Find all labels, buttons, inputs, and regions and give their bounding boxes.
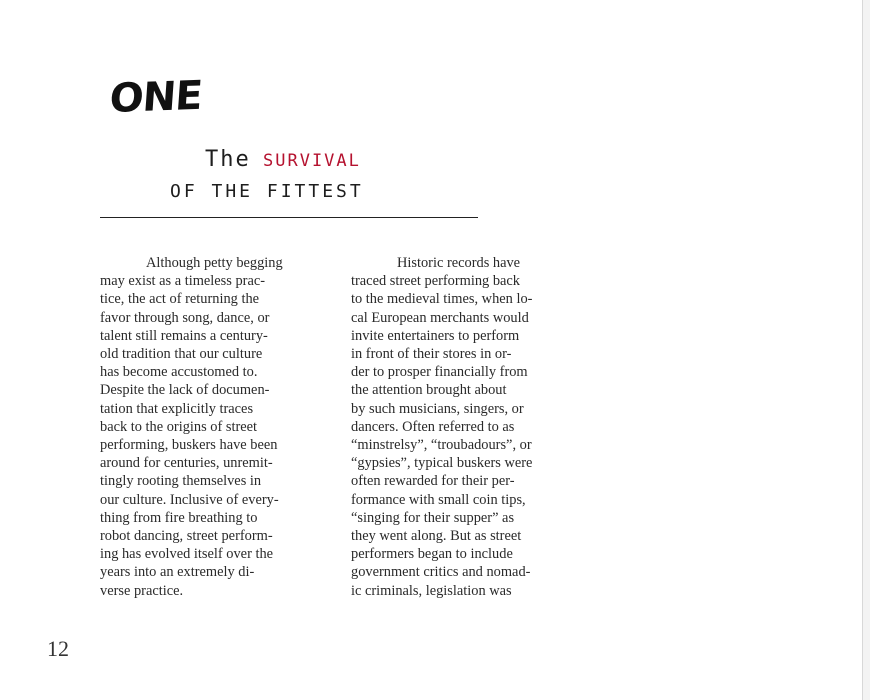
body-line: dancers. Often referred to as <box>351 418 515 435</box>
body-line: back to the origins of street <box>100 418 258 435</box>
page-edge <box>862 0 870 700</box>
body-line: performing, buskers have been <box>100 437 278 454</box>
body-line: favor through song, dance, or <box>100 309 270 326</box>
body-line: formance with small coin tips, <box>351 491 526 508</box>
page-number: 12 <box>47 636 69 661</box>
body-line: in front of their stores in or- <box>351 346 512 363</box>
body-line: Historic records have <box>397 255 521 271</box>
body-line: ic criminals, legislation was <box>351 582 512 599</box>
body-line: der to prosper financially from <box>351 364 528 381</box>
body-line: they went along. But as street <box>351 528 522 545</box>
chapter-title-the: The <box>205 147 251 172</box>
body-line: “gypsies”, typical buskers were <box>351 455 533 472</box>
chapter-title-line-2: OF THE FITTEST <box>170 181 364 202</box>
body-line: “singing for their supper” as <box>351 509 515 526</box>
body-line: thing from fire breathing to <box>100 509 258 526</box>
body-column-left <box>100 254 350 600</box>
title-divider <box>100 217 478 218</box>
body-line: has become accustomed to. <box>100 364 258 381</box>
body-line: Despite the lack of documen- <box>100 382 270 399</box>
body-line: ing has evolved itself over the <box>100 546 274 563</box>
body-line: our culture. Inclusive of every- <box>100 491 279 508</box>
body-line: “minstrelsy”, “troubadours”, or <box>351 437 532 454</box>
body-line: may exist as a timeless prac- <box>100 273 266 290</box>
body-line: tingly rooting themselves in <box>100 473 262 490</box>
body-line: cal European merchants would <box>351 309 529 326</box>
chapter-number: ONE <box>108 72 204 122</box>
body-line: Although petty begging <box>146 255 283 271</box>
chapter-title-accent-word: SURVIVAL <box>263 151 361 171</box>
body-line: around for centuries, unremit- <box>100 455 273 472</box>
body-line: talent still remains a century- <box>100 327 268 344</box>
body-line: verse practice. <box>100 582 184 599</box>
body-line: tice, the act of returning the <box>100 291 260 308</box>
body-line: to the medieval times, when lo- <box>351 291 533 308</box>
body-line: years into an extremely di- <box>100 564 255 581</box>
body-line: government critics and nomad- <box>351 564 531 581</box>
chapter-title-line-1 <box>205 147 361 172</box>
body-line: the attention brought about <box>351 382 507 399</box>
body-line: often rewarded for their per- <box>351 473 515 490</box>
body-line: tation that explicitly traces <box>100 400 254 417</box>
body-line: performers began to include <box>351 546 513 563</box>
body-line: invite entertainers to perform <box>351 327 520 344</box>
body-column-right <box>351 254 601 600</box>
body-line: traced street performing back <box>351 273 521 290</box>
body-line: by such musicians, singers, or <box>351 400 524 417</box>
body-line: robot dancing, street perform- <box>100 528 273 545</box>
body-line: old tradition that our culture <box>100 346 263 363</box>
